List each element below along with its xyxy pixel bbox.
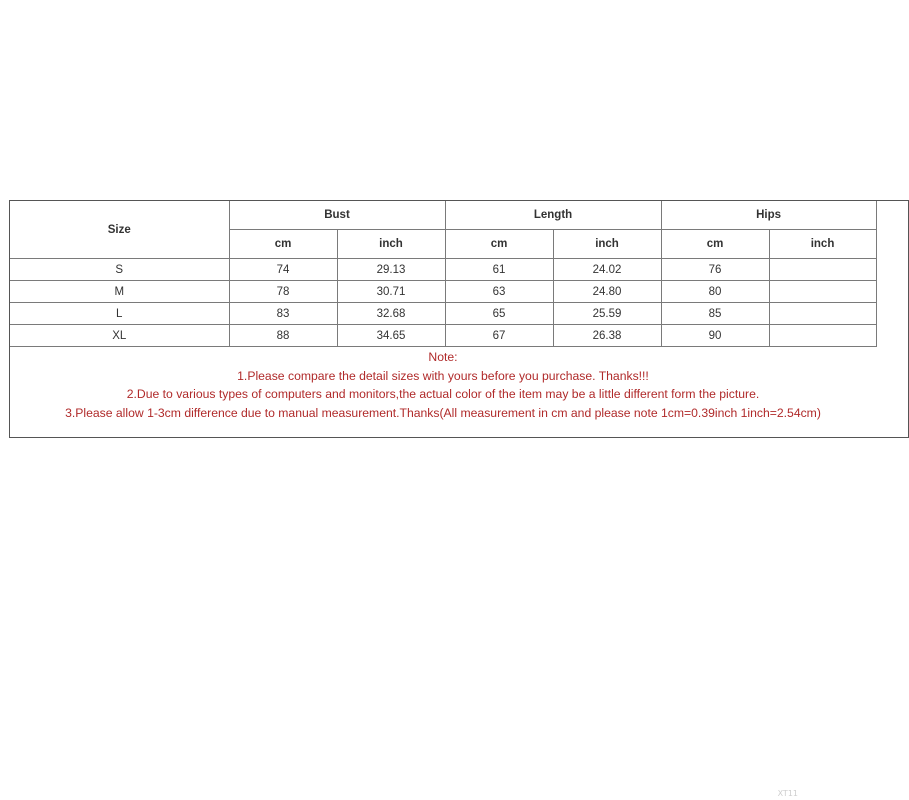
length-inch-cell: 24.02 [553, 259, 661, 281]
length-inch-cell: 25.59 [553, 303, 661, 325]
table-row [10, 325, 876, 347]
size-cell: L [10, 303, 229, 325]
notes-title: Note: [428, 350, 458, 364]
size-column-header: Size [10, 201, 229, 259]
length-cm-cell: 67 [445, 325, 553, 347]
bust-cm-header: cm [229, 230, 337, 259]
bust-cm-cell: 88 [229, 325, 337, 347]
hips-inch-cell [769, 259, 876, 281]
size-cell: S [10, 259, 229, 281]
hips-cm-cell: 76 [661, 259, 769, 281]
size-table [10, 201, 877, 347]
hips-cm-cell: 85 [661, 303, 769, 325]
hips-inch-header: inch [769, 230, 876, 259]
hips-inch-cell [769, 325, 876, 347]
hips-cm-header: cm [661, 230, 769, 259]
table-row [10, 303, 876, 325]
header-row-groups [10, 201, 876, 230]
size-chart [9, 200, 909, 438]
hips-cm-cell: 90 [661, 325, 769, 347]
table-row [10, 259, 876, 281]
length-cm-cell: 65 [445, 303, 553, 325]
size-cell: M [10, 281, 229, 303]
bust-cm-cell: 83 [229, 303, 337, 325]
table-row [10, 281, 876, 303]
hips-cm-cell: 80 [661, 281, 769, 303]
hips-inch-cell [769, 281, 876, 303]
watermark: XT11 [777, 789, 798, 798]
bust-inch-cell: 32.68 [337, 303, 445, 325]
length-cm-cell: 61 [445, 259, 553, 281]
bust-inch-header: inch [337, 230, 445, 259]
bust-inch-cell: 34.65 [337, 325, 445, 347]
bust-cm-cell: 74 [229, 259, 337, 281]
length-inch-cell: 26.38 [553, 325, 661, 347]
length-inch-cell: 24.80 [553, 281, 661, 303]
note-line-3: 3.Please allow 1-3cm difference due to manual measurement.Thanks(All measurement in cm and please note 1cm=0.39inch 1inch=2.54cm) [65, 405, 821, 420]
length-inch-header: inch [553, 230, 661, 259]
bust-inch-cell: 29.13 [337, 259, 445, 281]
size-cell: XL [10, 325, 229, 347]
length-cm-cell: 63 [445, 281, 553, 303]
hips-inch-cell [769, 303, 876, 325]
length-cm-header: cm [445, 230, 553, 259]
hips-group-header: Hips [661, 201, 876, 230]
bust-group-header: Bust [229, 201, 445, 230]
notes-block [10, 348, 876, 422]
length-group-header: Length [445, 201, 661, 230]
note-line-2: 2.Due to various types of computers and monitors,the actual color of the item may be a little different form the picture. [126, 387, 760, 401]
bust-cm-cell: 78 [229, 281, 337, 303]
note-line-1: 1.Please compare the detail sizes with yours before you purchase. Thanks!!! [237, 368, 649, 383]
bust-inch-cell: 30.71 [337, 281, 445, 303]
